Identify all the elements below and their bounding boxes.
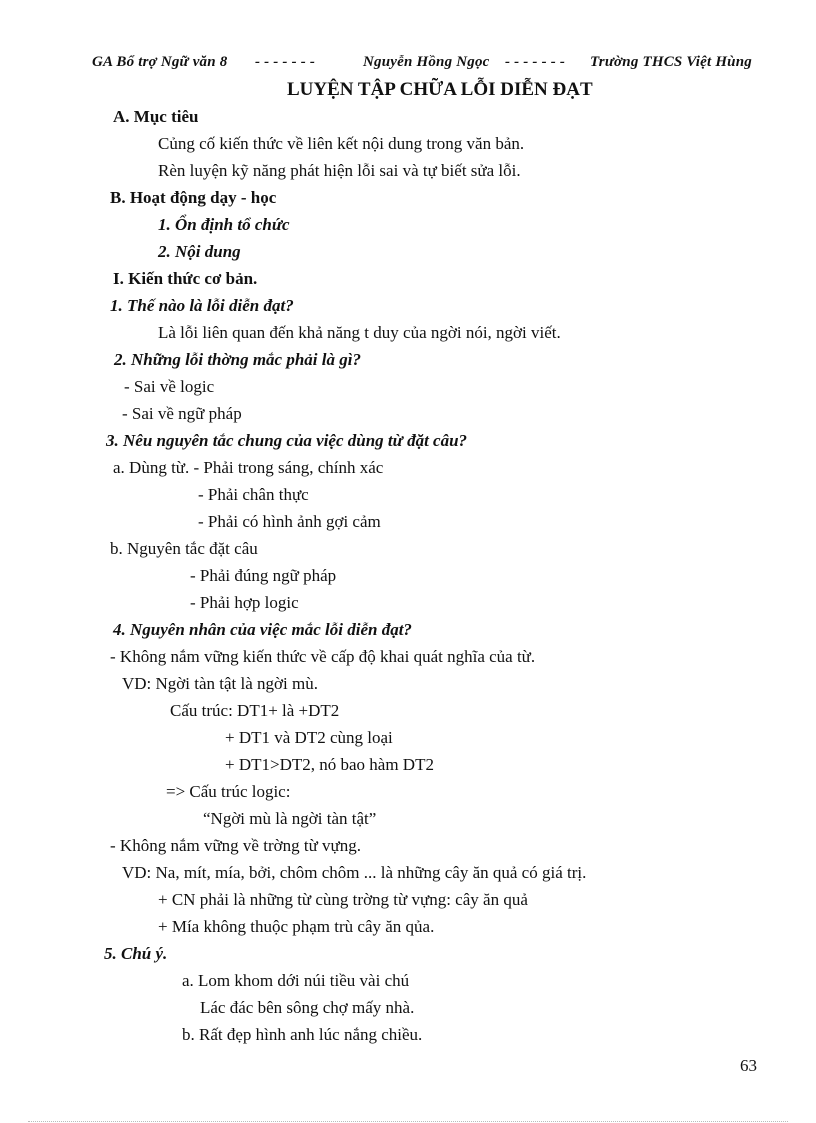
- page-bottom-divider: [28, 1121, 788, 1122]
- answer-4-example-1: VD: Ngời tàn tật là ngời mù.: [122, 674, 318, 693]
- section-b-item-2: 2. Nội dung: [158, 242, 241, 261]
- part-i-heading: I. Kiến thức cơ bản.: [113, 269, 258, 288]
- note-a-line-2: Lác đác bên sông chợ mấy nhà.: [200, 998, 415, 1017]
- answer-1: Là lỗi liên quan đến khả năng t duy của ngời nói, ngời viết.: [158, 323, 561, 342]
- section-b-heading: B. Hoạt động dạy - học: [110, 188, 277, 207]
- answer-3a-line-3: - Phải có hình ảnh gợi cảm: [198, 512, 381, 531]
- header-school: Trường THCS Việt Hùng: [590, 54, 752, 70]
- section-a-line-1: Củng cố kiến thức về liên kết nội dung trong văn bản.: [158, 134, 525, 153]
- answer-4-logic: => Cấu trúc logic:: [166, 782, 291, 801]
- question-4: 4. Nguyên nhân của việc mắc lỗi diễn đạt?: [113, 620, 412, 639]
- note-a-line-1: a. Lom khom dới núi tiều vài chú: [182, 971, 410, 990]
- header-dash-1: - - - - - - -: [255, 54, 316, 70]
- answer-3b-line-1: - Phải đúng ngữ pháp: [190, 566, 337, 585]
- answer-3a-line-2: - Phải chân thực: [198, 485, 309, 504]
- page-title: LUYỆN TẬP CHỮA LỖI DIỄN ĐẠT: [287, 79, 593, 100]
- section-b-item-1: 1. Ổn định tổ chức: [158, 215, 290, 234]
- answer-4-example-2: VD: Na, mít, mía, bởi, chôm chôm ... là những cây ăn quả có giá trị.: [122, 863, 587, 882]
- question-1: 1. Thế nào là lỗi diễn đạt?: [110, 296, 294, 315]
- answer-4-structure: Cấu trúc: DT1+ là +DT2: [170, 701, 340, 720]
- header-left: GA Bổ trợ Ngữ văn 8: [92, 54, 228, 70]
- question-3: 3. Nêu nguyên tắc chung của việc dùng từ đặt câu?: [106, 431, 468, 450]
- answer-4-plus-1: + DT1 và DT2 cùng loại: [225, 728, 393, 747]
- answer-4-line-2: - Không nắm vững về trờng từ vựng.: [110, 836, 361, 855]
- note-b: b. Rất đẹp hình anh lúc nắng chiều.: [182, 1025, 423, 1044]
- answer-4-mia: + Mía không thuộc phạm trù cây ăn qủa.: [158, 917, 435, 936]
- header-dash-2: - - - - - - -: [505, 54, 566, 70]
- section-a-line-2: Rèn luyện kỹ năng phát hiện lỗi sai và tự biết sửa lỗi.: [158, 161, 521, 180]
- answer-4-plus-2: + DT1>DT2, nó bao hàm DT2: [225, 755, 434, 774]
- answer-2-line-2: - Sai về ngữ pháp: [122, 404, 242, 423]
- section-a-heading: A. Mục tiêu: [113, 107, 199, 126]
- page-number: 63: [740, 1056, 757, 1075]
- header-author: Nguyễn Hồng Ngọc: [363, 54, 490, 70]
- answer-4-cn: + CN phải là những từ cùng trờng từ vựng: cây ăn quả: [158, 890, 528, 909]
- question-5: 5. Chú ý.: [104, 944, 168, 963]
- answer-2-line-1: - Sai về logic: [124, 377, 215, 396]
- answer-4-line-1: - Không nắm vững kiến thức về cấp độ khai quát nghĩa của từ.: [110, 647, 536, 666]
- answer-3a: a. Dùng từ. - Phải trong sáng, chính xác: [113, 458, 384, 477]
- answer-4-quote: “Ngời mù là ngời tàn tật”: [203, 809, 377, 828]
- question-2: 2. Những lỗi thờng mắc phải là gì?: [114, 350, 361, 369]
- answer-3b-line-2: - Phải hợp logic: [190, 593, 299, 612]
- answer-3b: b. Nguyên tắc đặt câu: [110, 539, 258, 558]
